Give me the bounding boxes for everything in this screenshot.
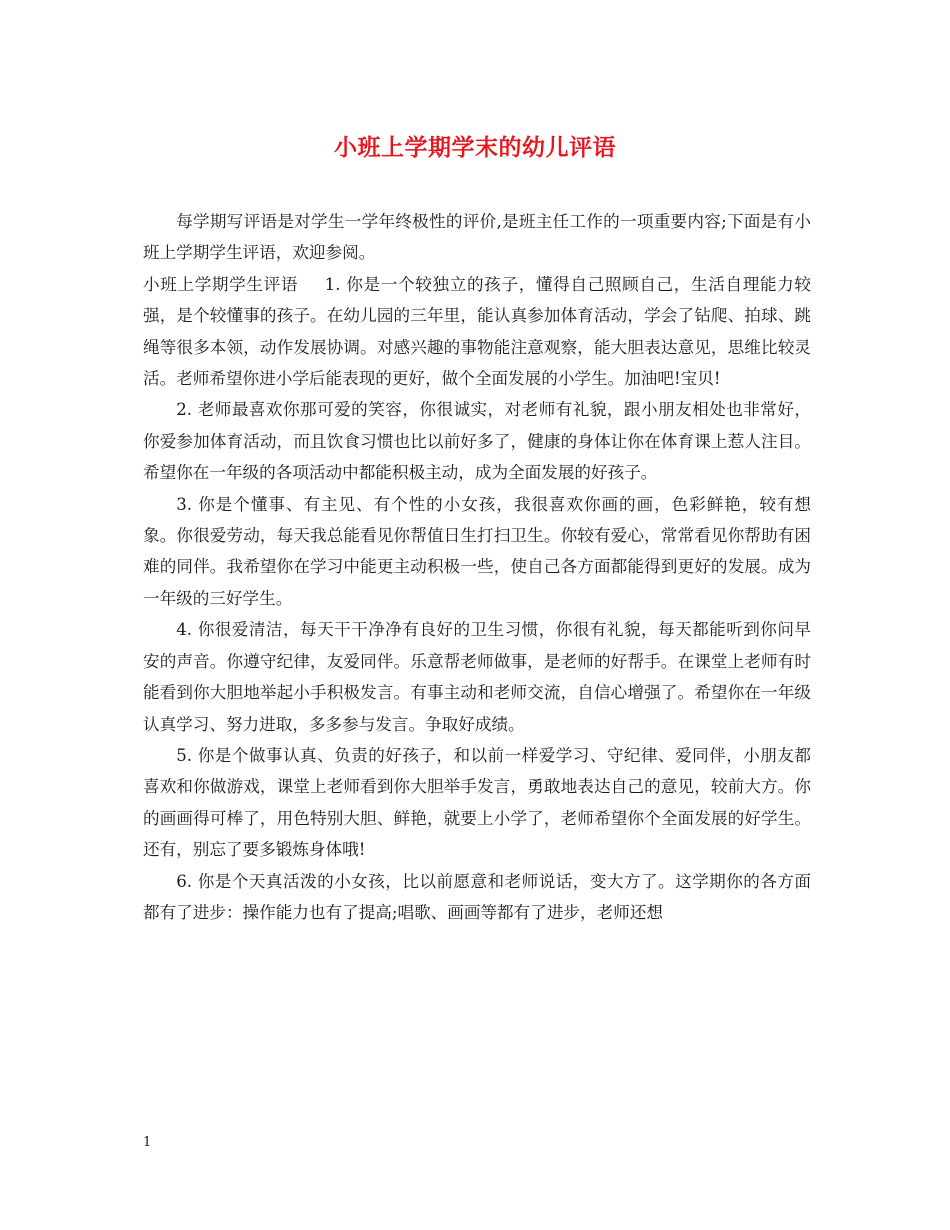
document-title: 小班上学期学末的幼儿评语 bbox=[334, 135, 616, 161]
comment-4-paragraph: 4. 你很爱清洁，每天干干净净有良好的卫生习惯，你很有礼貌，每天都能听到你问早安的声音。你遵守纪律，友爱同伴。乐意帮老师做事，是老师的好帮手。在课堂上老师有时能看到你大胆地举起小手积极发言。有事主动和老师交流，自信心增强了。希望你在一年级认真学习、努力进取，多多参与发言。争取好成绩。 bbox=[143, 620, 811, 734]
page-number: 1 bbox=[143, 1135, 152, 1150]
comment-5-paragraph: 5. 你是个做事认真、负责的好孩子，和以前一样爱学习、守纪律、爱同伴，小朋友都喜欢和你做游戏，课堂上老师看到你大胆举手发言，勇敢地表达自己的意见，较前大方。你的画画得可棒了，用色特别大胆、鲜艳，就要上小学了，老师希望你个全面发展的好学生。还有，别忘了要多锻炼身体哦! bbox=[143, 745, 811, 860]
comment-2-paragraph: 2. 老师最喜欢你那可爱的笑容，你很诚实，对老师有礼貌，跟小朋友相处也非常好，你爱参加体育活动，而且饮食习惯也比以前好多了，健康的身体让你在体育课上惹人注目。希望你在一年级的各项活动中都能积极主动，成为全面发展的好孩子。 bbox=[143, 400, 811, 483]
comment-6-paragraph: 6. 你是个天真活泼的小女孩，比以前愿意和老师说话，变大方了。这学期你的各方面都有了进步：操作能力也有了提高;唱歌、画画等都有了进步，老师还想 bbox=[143, 871, 811, 922]
comment-3-paragraph: 3. 你是个懂事、有主见、有个性的小女孩，我很喜欢你画的画，色彩鲜艳，较有想象。你很爱劳动，每天我总能看见你帮值日生打扫卫生。你较有爱心，常常看见你帮助有困难的同伴。我希望你在学习中能更主动积极一些，使自己各方面都能得到更好的发展。成为一年级的三好学生。 bbox=[143, 494, 811, 608]
intro-paragraph: 每学期写评语是对学生一学年终极性的评价,是班主任工作的一项重要内容;下面是有小班上学期学生评语，欢迎参阅。 bbox=[143, 212, 811, 263]
section-paragraph-1 bbox=[143, 269, 811, 395]
comment-1-text: 1. 你是一个较独立的孩子，懂得自己照顾自己，生活自理能力较强，是个较懂事的孩子。在幼儿园的三年里，能认真参加体育活动，学会了钻爬、拍球、跳绳等很多本领，动作发展协调。对感兴趣的事物能注意观察，能大胆表达意见，思维比较灵活。老师希望你进小学后能表现的更好，做个全面发展的小学生。加油吧!宝贝! bbox=[143, 274, 812, 389]
section-label: 小班上学期学生评语 bbox=[143, 274, 299, 294]
document-body bbox=[143, 206, 811, 928]
